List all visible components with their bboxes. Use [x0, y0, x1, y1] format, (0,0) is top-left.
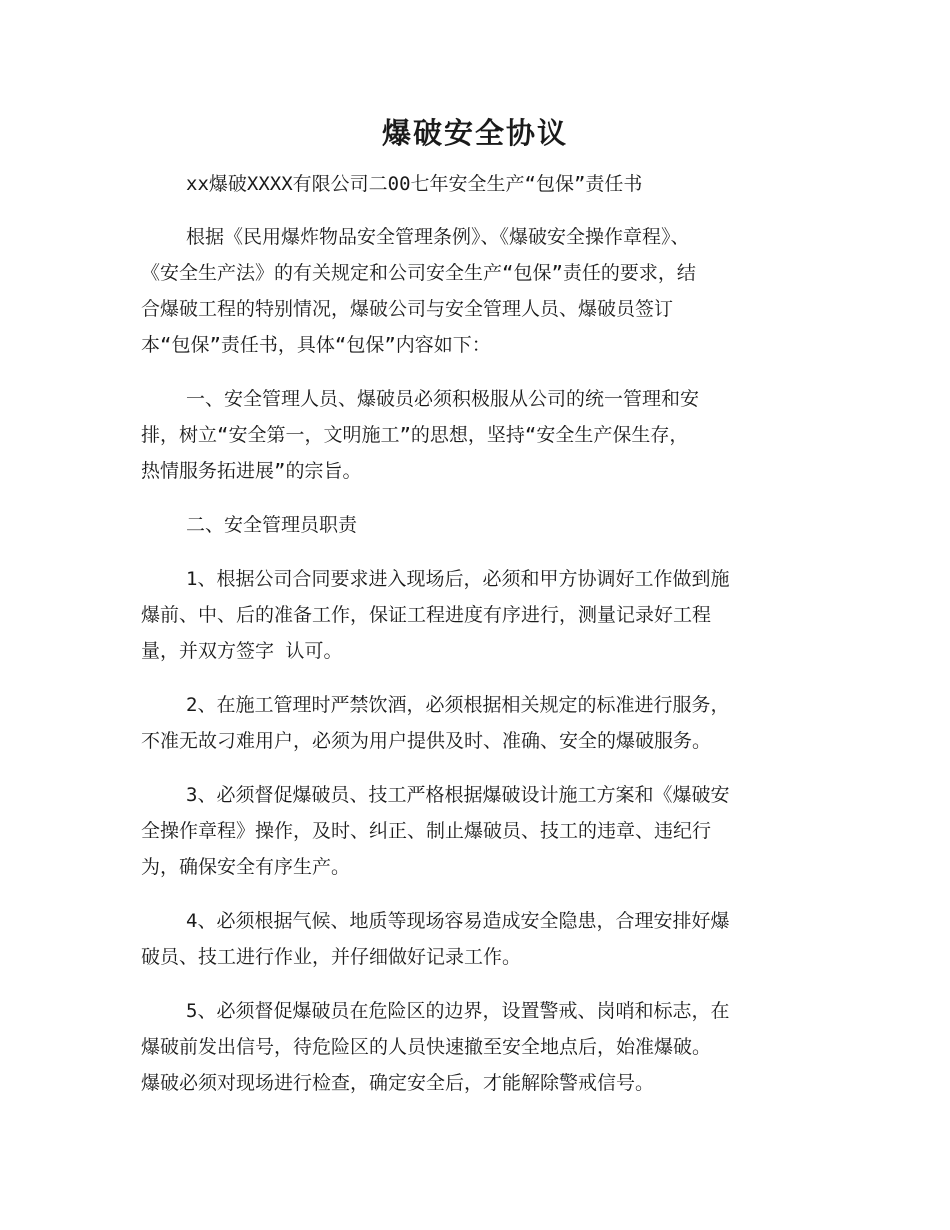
item-2-line-1: 2、在施工管理时严禁饮酒，必须根据相关规定的标准进行服务， [186, 694, 730, 716]
item-1-line-2: 爆前、中、后的准备工作，保证工程进度有序进行，测量记录好工程 [141, 604, 712, 626]
item-1-line-3: 量，并双方签字 认可。 [141, 640, 343, 662]
section-two-heading: 二、安全管理员职责 [186, 514, 358, 536]
item-3-line-3: 为，确保安全有序生产。 [141, 856, 351, 878]
item-5-line-1: 5、必须督促爆破员在危险区的边界，设置警戒、岗哨和标志，在 [186, 1000, 730, 1022]
section-one-line-2: 排，树立“安全第一，文明施工”的思想，坚持“安全生产保生存， [141, 424, 689, 446]
intro-line-3: 合爆破工程的特别情况，爆破公司与安全管理人员、爆破员签订 [141, 298, 674, 320]
item-4-line-1: 4、必须根据气候、地质等现场容易造成安全隐患，合理安排好爆 [186, 910, 730, 932]
intro-line-4: 本“包保”责任书，具体“包保”内容如下： [141, 334, 491, 356]
document-subtitle: xx爆破XXXX有限公司二00七年安全生产“包保”责任书 [186, 173, 643, 195]
item-5-line-2: 爆破前发出信号，待危险区的人员快速撤至安全地点后，始准爆破。 [141, 1036, 712, 1058]
section-one-line-1: 一、安全管理人员、爆破员必须积极服从公司的统一管理和安 [186, 388, 700, 410]
item-2-line-2: 不准无故刁难用户，必须为用户提供及时、准确、安全的爆破服务。 [141, 730, 712, 752]
item-4-line-2: 破员、技工进行作业，并仔细做好记录工作。 [141, 946, 522, 968]
intro-line-2: 《安全生产法》的有关规定和公司安全生产“包保”责任的要求，结 [141, 262, 696, 284]
item-5-line-3: 爆破必须对现场进行检查，确定安全后，才能解除警戒信号。 [141, 1072, 655, 1094]
document-title: 爆破安全协议 [381, 116, 568, 150]
item-3-line-1: 3、必须督促爆破员、技工严格根据爆破设计施工方案和《爆破安 [186, 784, 730, 806]
intro-line-1: 根据《民用爆炸物品安全管理条例》、《爆破安全操作章程》、 [186, 226, 690, 248]
item-1-line-1: 1、根据公司合同要求进入现场后，必须和甲方协调好工作做到施 [186, 568, 730, 590]
item-3-line-2: 全操作章程》操作，及时、纠正、制止爆破员、技工的违章、违纪行 [141, 820, 712, 842]
section-one-line-3: 热情服务拓进展”的宗旨。 [141, 460, 362, 482]
